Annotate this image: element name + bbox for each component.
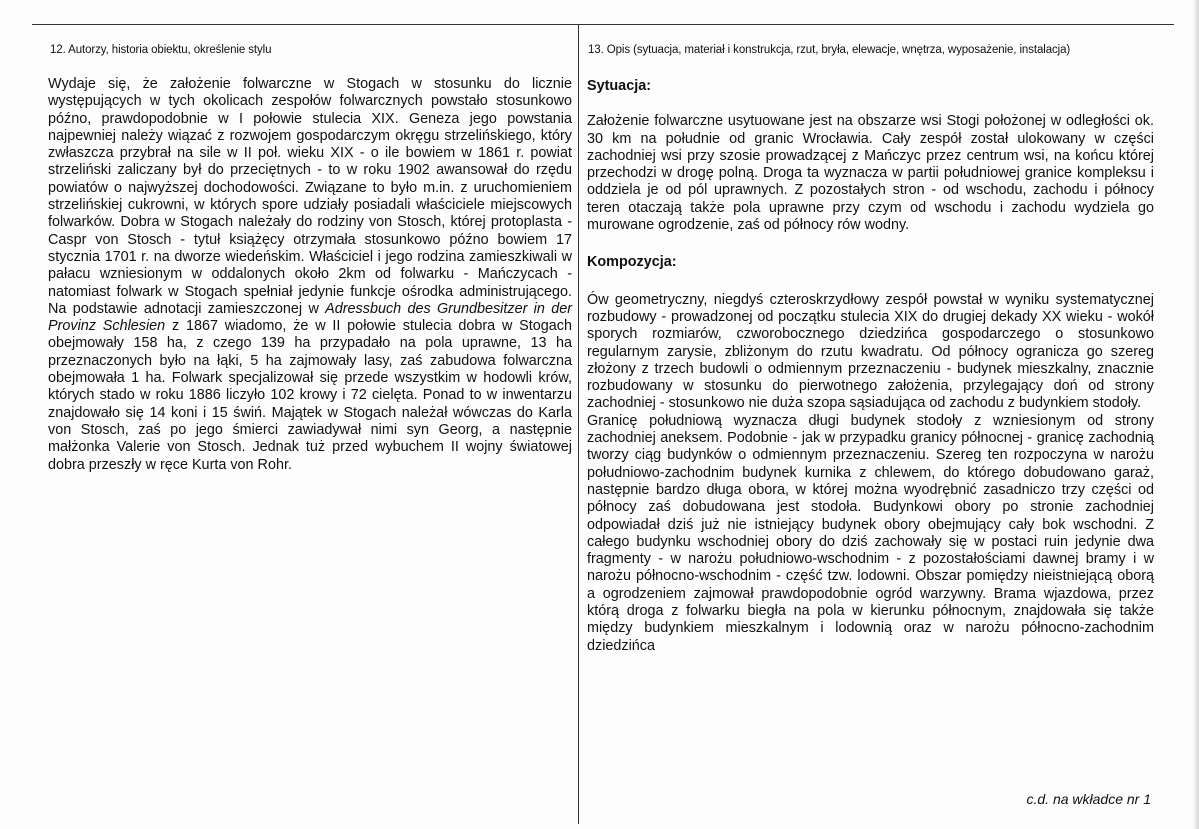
section-12-header: 12. Autorzy, historia obiektu, określenie stylu [50,44,272,56]
column-divider [578,24,579,824]
composition-paragraph-2: Granicę południową wyznacza długi budynek stodoły z wzniesionym od strony zachodniej aneksem. Podobnie - jak w przypadku granicy północnej - granicę zachodnią tworzy ciąg budynków o odmiennym przeznaczeniu. Szereg ten rozpoczyna w narożu południowo-zachodnim budynek kurnika z chlewem, do którego dobudowano garaż, następnie bardzo długa obora, w której można wyodrębnić zasadniczo trzy części od północy zaś dobudowana jest stodoła. Budynkowi obory po stronie zachodniej odpowiadał dziś już nie istniejący budynek obory obejmujący cały bok wschodni. Z całego budynku wschodniej obory do dziś zachowały się w postaci ruin jedynie dwa fragmenty - w narożu południowo-wschodnim - z pozostałościami dawnej bramy i w narożu północno-wschodnim - część tzw. lodowni. Obszar pomiędzy nieistniejącą oborą a ogrodzeniem zajmował prawdopodobnie ogród warzywny. Brama wjazdowa, przez którą droga z folwarku biegła na pola w kierunku północnym, znajdowała się także między budynkiem mieszkalnym i lodownią oraz w narożu północno-zachodnim dziedzińca [587,412,1154,654]
situation-paragraph: Założenie folwarczne usytuowane jest na obszarze wsi Stogi położonej w odległości ok. 30 km na południe od granic Wrocławia. Cały zespół został ulokowany w części zachodniej wsi przy szosie prowadzącej z Mańczyc przez centrum wsi, na końcu której przechodzi w drogę polną. Droga ta wyznacza w partii południowej granice kompleksu i oddziela je od pól uprawnych. Z pozostałych stron - od wschodu, zachodu i północy teren otaczają także pola uprawne przy czym od wschodu i zachodu wydziela go murowane ogrodzenie, zaś od północy rów wodny. [587,113,1154,234]
situation-heading: Sytuacja: [587,78,651,94]
scan-edge-shadow [1193,0,1199,829]
continuation-note: c.d. na wkładce nr 1 [1026,791,1151,807]
history-paragraph [48,76,572,474]
section-13-header: 13. Opis (sytuacja, materiał i konstrukcja, rzut, bryła, elewacje, wnętrza, wyposażenie, instalacja) [588,44,1071,56]
history-text-part-2: z 1867 wiadomo, że w II połowie stulecia dobra w Stogach obejmowały 158 ha, z czego 139 ha przypadało na pola uprawne, 13 ha przeznaczonych było na łąki, 5 ha zajmowały lasy, zaś zabudowa folwarczna obejmowała 1 ha. Folwark specjalizował się przede wszystkim w hodowli krów, których stado w roku 1886 liczyło 102 krowy i 72 cielęta. Ponad to w inwentarzu znajdowało się 14 koni i 15 świń. Majątek w Stogach należał wówczas do Karla von Stosch, zaś po jego śmierci zawiadywał nimi syn Georg, a następnie małżonka Valerie von Stosch. Jednak tuż przed wybuchem II wojny światowej dobra przeszły w ręce Kurta von Rohr. [48,318,572,473]
adressbuch-title: Adressbuch des Grundbesitzer in der Provinz Schlesien [48,300,572,335]
description-column [587,78,1154,655]
top-rule [32,24,1174,25]
composition-heading: Kompozycja: [587,254,677,271]
history-text-part-1: Wydaje się, że założenie folwarczne w Stogach w stosunku do licznie występujących w tych okolicach zespołów folwarcznych powstało stosunkowo późno, prawdopodobnie w I połowie stulecia XIX. Geneza jego powstania najpewniej należy wiązać z rozwojem gospodarczym okręgu strzelińskiego, który zwłaszcza przybrał na sile w II poł. wieku XIX - o ile bowiem w 1861 r. powiat strzeliński zaliczany był do przeciętnych - to w roku 1902 awansował do rzędu powiatów o najwyższej dochodowości. Związane to było m.in. z uruchomieniem strzelińskiej cukrowni, w których spore udziały posiadali właściciele miejscowych folwarków. Dobra w Stogach należały do rodziny von Stosch, której protoplasta - Caspr von Stosch - tytuł książęcy otrzymała stosunkowo późno bowiem 17 stycznia 1701 r. na dworze wiedeńskim. Właściciel i jego rodzina zamieszkiwali w pałacu wzniesionym w oddalonych około 2km od folwarku - Mańczycach - natomiast folwark w Stogach spełniał jedynie funkcje ośrodka administrującego. Na podstawie adnotacji zamieszczonej w [48,76,572,317]
history-column [48,76,572,474]
composition-paragraph-1: Ów geometryczny, niegdyś czteroskrzydłowy zespół powstał w wyniku systematycznej rozbudowy - prowadzonej od początku stulecia XIX do drugiej dekady XX wieku - wokół sporych rozmiarów, czworobocznego dziedzińca gospodarczego o stosunkowo regularnym zarysie, zbliżonym do rzutu kwadratu. Od północy ogranicza go szereg złożony z trzech budowli o odmiennym przeznaczeniu - budynek mieszkalny, znacznie rozbudowany w stosunku do pierwotnego założenia, przylegający doń od strony zachodniej - stosunkowo nie duża szopa sąsiadująca od zachodu z budynkiem stodoły. [587,291,1154,412]
